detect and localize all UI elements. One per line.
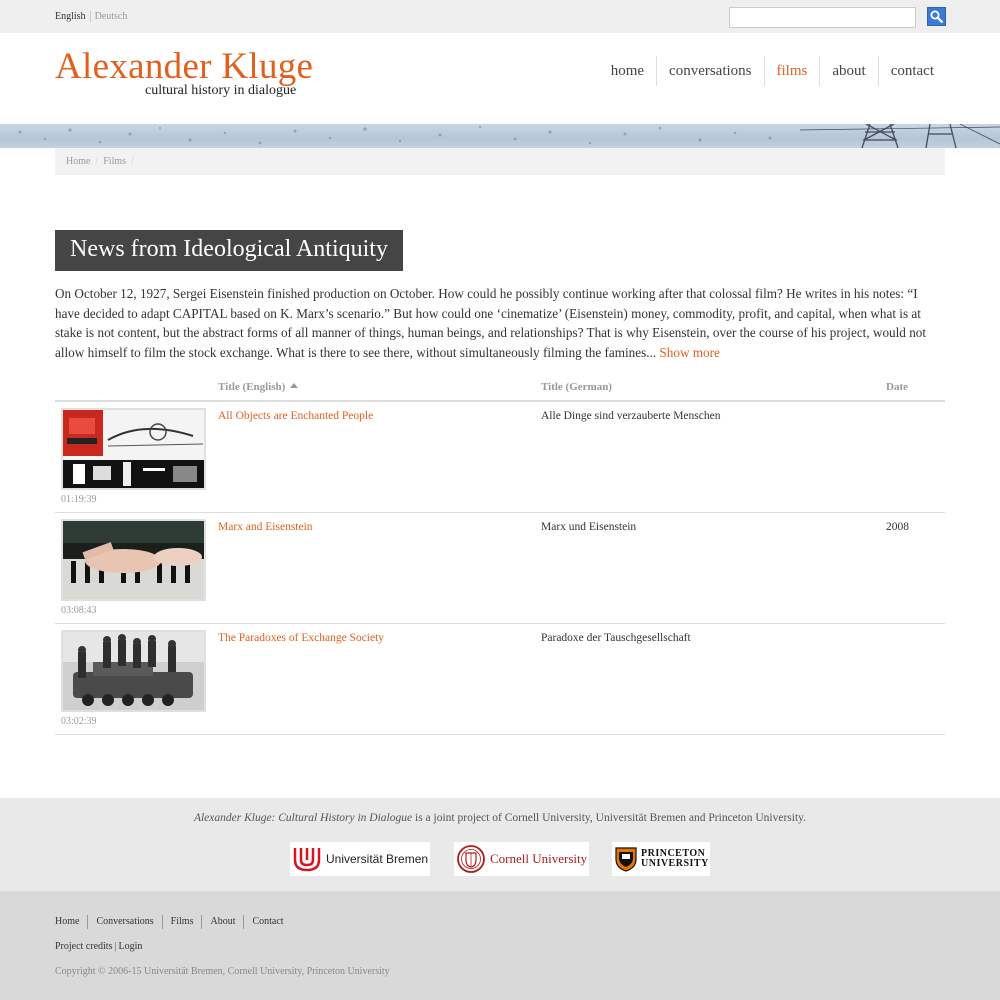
footer-project-description: is a joint project of Cornell University, Universität Bremen and Princeton University.: [412, 812, 807, 824]
table-row: [55, 513, 945, 624]
princeton-logo-line1: PRINCETON: [641, 848, 706, 859]
page-title: News from Ideological Antiquity: [55, 230, 403, 271]
film-duration: 03:08:43: [61, 605, 97, 616]
nav-films[interactable]: films: [764, 56, 820, 86]
site-logo-title[interactable]: Alexander Kluge: [55, 46, 314, 87]
language-switcher: [55, 11, 131, 22]
partner-logos: [0, 842, 1000, 876]
footer-nav-contact[interactable]: Contact: [243, 915, 291, 929]
bremen-logo[interactable]: [290, 842, 430, 876]
header-date[interactable]: Date: [886, 381, 908, 393]
film-title-german: Marx und Eisenstein: [541, 521, 637, 533]
footer-meta-separator: |: [114, 941, 117, 952]
magnifier-icon: [930, 10, 943, 23]
top-bar: [0, 0, 1000, 33]
nav-home[interactable]: home: [610, 63, 645, 79]
footer-project-name: Alexander Kluge: Cultural History in Dialogue: [193, 812, 413, 824]
main-nav: [599, 56, 946, 86]
intro-text: On October 12, 1927, Sergei Eisenstein finished production on October. How could he possibly continue working after that colossal film? He writes in his notes: “I have decided to adapt CAPITAL based on K. Marx’s scenario.” But how could one ‘cinematize’ (Eisenstein) money, commodity, profit, and capital, when what is at stake is not content, but the abstract forms of all manner of things, human beings, and relationships? That is why Eisenstein, over the course of his project, would not allow himself to film the stock exchange. What is there to see there, without simultaneously filming the famines...: [55, 286, 927, 360]
nav-conversations[interactable]: conversations: [656, 56, 763, 86]
footer-nav-conversations[interactable]: Conversations: [87, 915, 161, 929]
breadcrumb-separator: /: [95, 156, 99, 167]
film-title-english-link[interactable]: The Paradoxes of Exchange Society: [218, 632, 385, 644]
sort-ascending-icon: [290, 383, 298, 388]
footer-nav-about[interactable]: About: [201, 915, 243, 929]
search-input[interactable]: [729, 7, 916, 28]
nav-contact[interactable]: contact: [878, 56, 946, 86]
table-row: [55, 624, 945, 735]
header-banner-image: [0, 124, 1000, 148]
site-header: [0, 33, 1000, 124]
princeton-shield-icon: [615, 846, 637, 872]
bremen-logo-text: Universität Bremen: [326, 852, 429, 866]
breadcrumb-separator: /: [131, 156, 134, 167]
films-table-header: [55, 377, 945, 402]
copyright: Copyright © 2006-15 Universität Bremen, Cornell University, Princeton University: [55, 966, 390, 977]
nav-about[interactable]: about: [819, 56, 877, 86]
footer-meta-links: [55, 941, 142, 952]
footer-bottom: [0, 891, 1000, 1000]
footer-nav-home[interactable]: Home: [55, 916, 80, 927]
cornell-logo[interactable]: [454, 842, 589, 876]
princeton-logo-text: [641, 849, 709, 869]
language-german-link[interactable]: Deutsch: [94, 11, 128, 22]
film-thumbnail[interactable]: [61, 630, 206, 712]
princeton-logo-line2: UNIVERSITY: [641, 858, 709, 869]
breadcrumb: [55, 148, 945, 175]
cornell-logo-text: Cornell University: [490, 851, 588, 866]
breadcrumb-home[interactable]: Home: [66, 156, 91, 167]
language-english-link[interactable]: English: [55, 11, 91, 22]
film-title-english-link[interactable]: All Objects are Enchanted People: [218, 410, 374, 422]
film-title-german: Paradoxe der Tauschgesellschaft: [541, 632, 691, 644]
cornell-seal-icon: [456, 844, 486, 874]
header-title-german[interactable]: Title (German): [541, 381, 612, 393]
footer-partners: [0, 798, 1000, 891]
film-date: 2008: [886, 521, 909, 533]
header-title-english[interactable]: [218, 381, 298, 393]
project-credits-link[interactable]: Project credits: [55, 941, 113, 952]
film-title-english-link[interactable]: Marx and Eisenstein: [218, 521, 313, 533]
intro-paragraph: [55, 284, 945, 362]
bremen-emblem-icon: [292, 846, 322, 872]
breadcrumb-films[interactable]: Films: [103, 156, 127, 167]
princeton-logo[interactable]: [612, 842, 710, 876]
login-link[interactable]: Login: [118, 941, 143, 952]
film-title-german: Alle Dinge sind verzauberte Menschen: [541, 410, 721, 422]
header-title-english-label: Title (English): [218, 381, 286, 393]
footer-project-text: [0, 812, 1000, 824]
site-logo-subtitle: cultural history in dialogue: [145, 83, 297, 98]
film-duration: 03:02:39: [61, 716, 97, 727]
show-more-link[interactable]: Show more: [659, 344, 720, 360]
film-duration: 01:19:39: [61, 494, 97, 505]
footer-nav: [55, 915, 292, 929]
film-thumbnail[interactable]: [61, 519, 206, 601]
footer-nav-films[interactable]: Films: [162, 915, 202, 929]
table-row: [55, 402, 945, 513]
search-button[interactable]: [927, 7, 946, 26]
film-thumbnail[interactable]: [61, 408, 206, 490]
